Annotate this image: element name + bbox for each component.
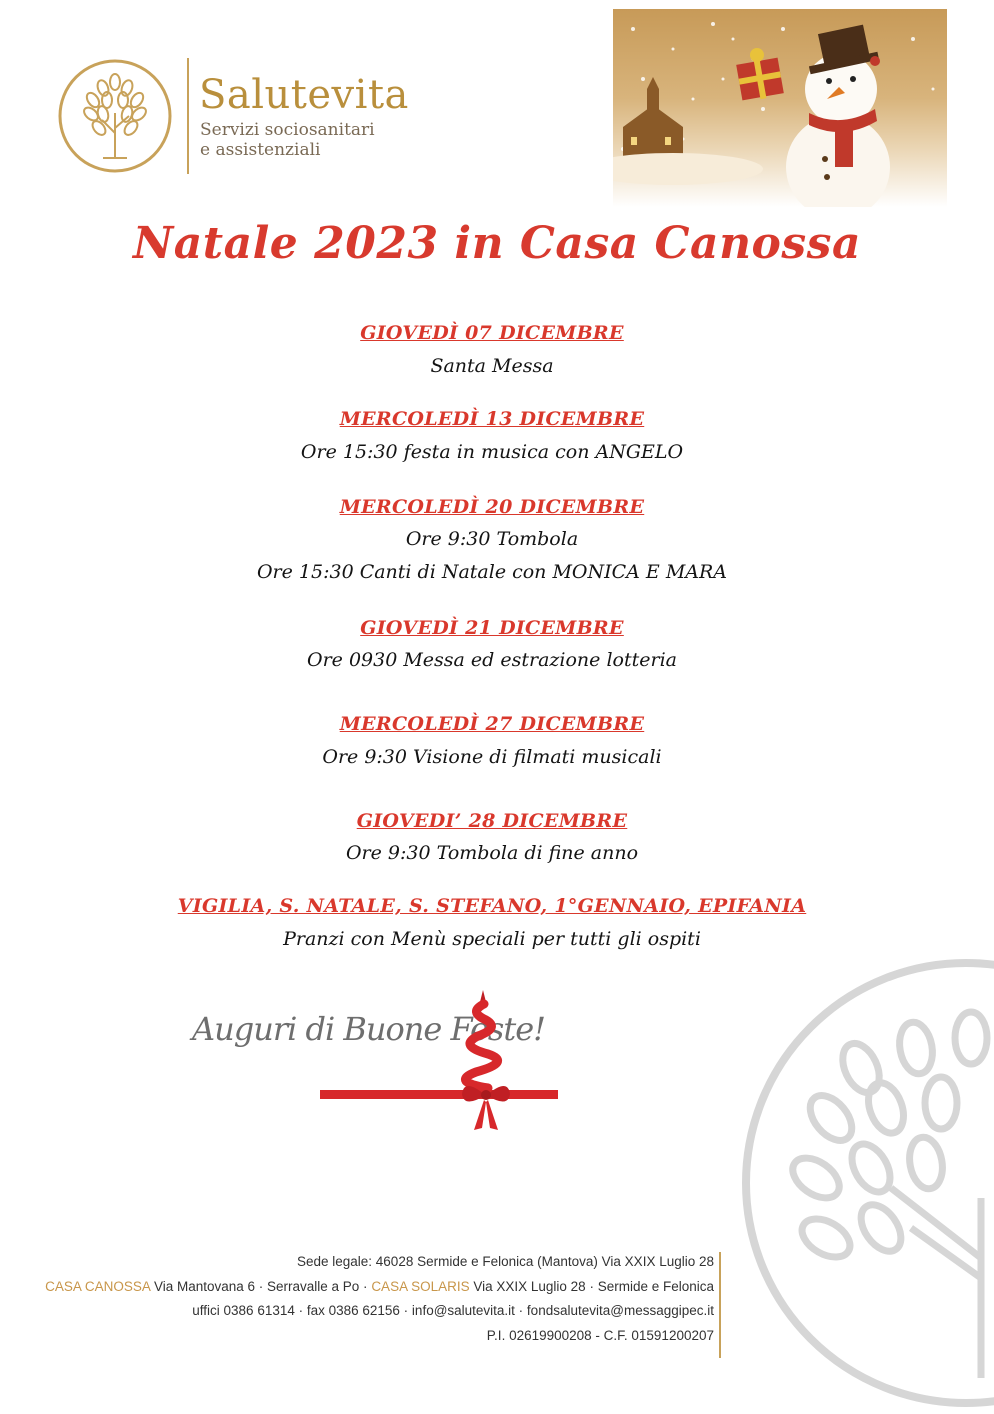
event-detail: Ore 9:30 Visione di filmati musicali [322,746,662,768]
footer-casa-canossa-address: Via Mantovana 6 · Serravalle a Po · [150,1278,372,1294]
brand-logo [57,58,437,178]
footer-casa-solaris-address: Via XXIX Luglio 28 · Sermide e Felonica [469,1278,714,1294]
brand-subtitle-line-2: e assistenziali [200,140,321,160]
event-date: GIOVEDÌ 21 DICEMBRE [360,617,624,639]
event-detail: Pranzi con Menù speciali per tutti gli ospiti [283,928,701,950]
tree-logo-icon [57,58,173,174]
footer-locations [45,1275,714,1300]
event-date: MERCOLEDÌ 13 DICEMBRE [339,408,645,430]
tree-watermark-icon [741,958,994,1414]
ribbon-tree-icon [318,990,562,1140]
event-date: GIOVEDI’ 28 DICEMBRE [356,810,628,832]
brand-name: Salutevita [199,72,409,118]
footer [45,1250,714,1348]
footer-divider [719,1252,721,1358]
event-detail: Ore 15:30 Canti di Natale con MONICA E MARA [256,561,728,583]
footer-contacts: uffici 0386 61314 · fax 0386 62156 · info@salutevita.it · fondsalutevita@messaggipec.it [192,1303,714,1318]
event-date: MERCOLEDÌ 27 DICEMBRE [339,713,645,735]
page-title: Natale 2023 in Casa Canossa [133,218,861,269]
event-detail: Ore 9:30 Tombola [405,528,579,550]
event-detail: Santa Messa [430,355,554,377]
event-detail: Ore 15:30 festa in musica con ANGELO [300,441,684,463]
event-date: MERCOLEDÌ 20 DICEMBRE [339,496,645,518]
event-detail: Ore 9:30 Tombola di fine anno [345,842,639,864]
logo-divider [187,58,189,174]
greeting-text: Auguri di Buone Feste! [192,1010,545,1048]
footer-casa-canossa: CASA CANOSSA [45,1278,151,1294]
snowman-icon [613,9,947,207]
snowman-illustration [613,9,947,207]
event-detail: Ore 0930 Messa ed estrazione lotteria [307,649,677,671]
footer-legal-address: Sede legale: 46028 Sermide e Felonica (Mantova) Via XXIX Luglio 28 [296,1254,714,1269]
event-date: GIOVEDÌ 07 DICEMBRE [360,322,624,344]
brand-subtitle-line-1: Servizi sociosanitari [200,120,375,140]
footer-casa-solaris: CASA SOLARIS [371,1278,470,1294]
event-date: VIGILIA, S. NATALE, S. STEFANO, 1°GENNAIO, EPIFANIA [177,895,807,917]
brand-subtitle [200,120,375,160]
footer-tax-ids: P.I. 02619900208 - C.F. 01591200207 [486,1327,714,1343]
